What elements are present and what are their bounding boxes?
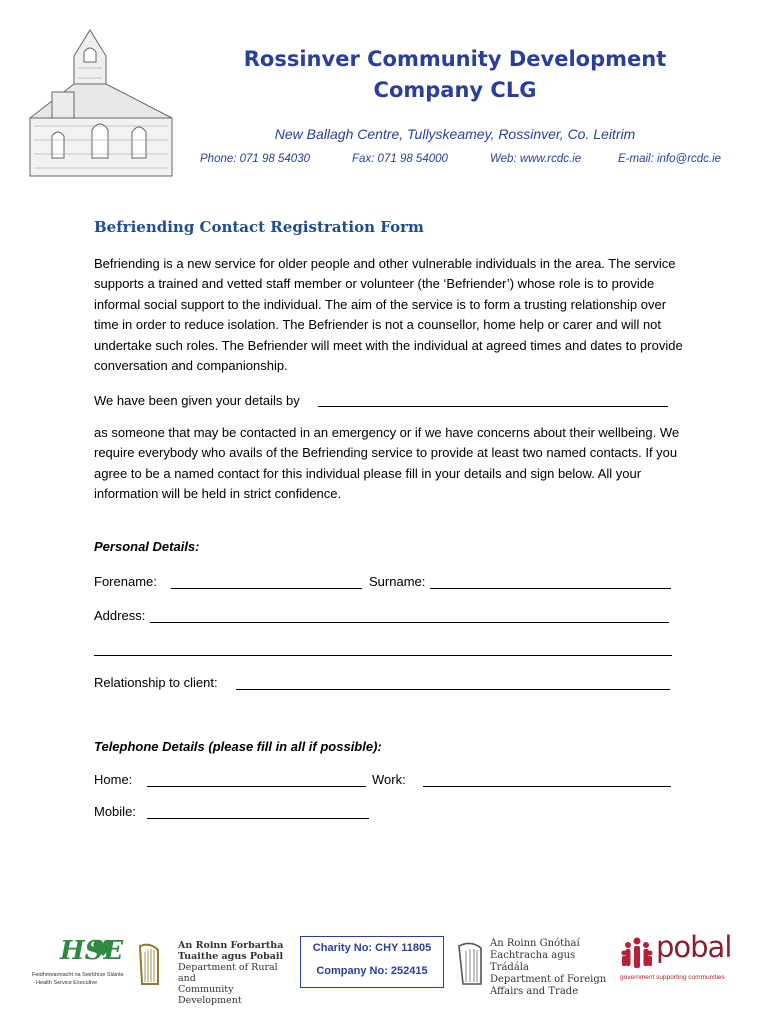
- personal-details-heading: Personal Details:: [94, 539, 200, 554]
- given-by-field[interactable]: [318, 406, 668, 407]
- relationship-label: Relationship to client:: [94, 675, 218, 690]
- organisation-address: New Ballagh Centre, Tullyskeamey, Rossinver, Co. Leitrim: [274, 126, 636, 142]
- address-field-line2[interactable]: [94, 655, 672, 656]
- email-address: E-mail: info@rcdc.ie: [618, 153, 722, 165]
- organisation-name: [200, 44, 710, 106]
- mobile-label: Mobile:: [94, 804, 136, 819]
- hse-logo-text: HSE: [60, 936, 124, 966]
- hse-logo: [32, 936, 124, 992]
- home-phone-field[interactable]: [147, 786, 366, 787]
- hse-sub-text-2: Health Service Executive: [36, 980, 98, 986]
- forename-label: Forename:: [94, 574, 157, 589]
- work-phone-field[interactable]: [423, 786, 671, 787]
- hse-sub-text-1: Feidhmeannacht na Seirbhíse Sláinte: [32, 972, 124, 978]
- phone-number: Phone: 071 98 54030: [200, 153, 310, 165]
- dept-rural-line: An Roinn Forbartha: [178, 940, 284, 951]
- telephone-details-heading: Telephone Details (please fill in all if possible):: [94, 739, 382, 754]
- address-label: Address:: [94, 608, 146, 623]
- harp-crest-icon: [456, 940, 486, 988]
- harp-emblem-icon: [136, 942, 162, 988]
- intro-paragraph: Befriending is a new service for older people and other vulnerable individuals in the area. The service supports a trained and vetted staff member or volunteer (the ‘Befriender’) whose role is to provide informal social support to the individual. The aim of the service is to form a trusting relationship over time in order to reduce isolation. The Befriender is not a counsellor, home help or carer and will not undertake such roles. The Befriender will meet with the individual at agreed times and dates to provide conversation and companionship.: [94, 256, 683, 374]
- dept-foreign-line: Department of Foreign: [490, 974, 607, 985]
- church-sketch-image: [22, 18, 182, 178]
- address-field-line1[interactable]: [150, 622, 669, 623]
- work-label: Work:: [372, 772, 406, 787]
- pobal-people-icon: [620, 936, 654, 972]
- dept-foreign-line: Affairs and Trade: [490, 986, 579, 997]
- charity-number: Charity No: CHY 11805: [312, 942, 432, 954]
- dept-foreign-logo-text: [490, 938, 614, 998]
- dept-foreign-line: Eachtracha agus Trádála: [490, 950, 576, 973]
- organisation-name-line2: Company CLG: [373, 78, 537, 102]
- charity-info-box: [300, 936, 444, 988]
- pobal-logo-text: pobal: [656, 930, 732, 964]
- pobal-tagline: government supporting communities: [620, 974, 725, 981]
- mobile-phone-field[interactable]: [147, 818, 369, 819]
- explanation-paragraph: as someone that may be contacted in an emergency or if we have concerns about their wellbeing. We require everybody who avails of the Befriending service to provide at least two named contacts. If you agree to be a named contact for this individual please fill in your details and sign below. All your information will be held in strict confidence.: [94, 425, 680, 502]
- home-label: Home:: [94, 772, 133, 787]
- given-by-label: We have been given your details by: [94, 393, 300, 408]
- company-number: Company No: 252415: [316, 965, 428, 977]
- dept-rural-line: Department of Rural and: [178, 962, 278, 984]
- relationship-field[interactable]: [236, 689, 670, 690]
- pobal-logo: [620, 930, 742, 990]
- forename-field[interactable]: [171, 588, 362, 589]
- dept-rural-line: Tuaithe agus Pobail: [178, 951, 284, 962]
- dept-rural-line: Community Development: [178, 984, 242, 1006]
- fax-number: Fax: 071 98 54000: [352, 153, 448, 165]
- dept-rural-logo-text: [178, 940, 296, 1006]
- dept-foreign-line: An Roinn Gnóthaí: [490, 938, 580, 949]
- given-by-row: [94, 391, 300, 411]
- form-title: Befriending Contact Registration Form: [94, 218, 424, 236]
- surname-label: Surname:: [369, 574, 426, 589]
- surname-field[interactable]: [430, 588, 671, 589]
- website: Web: www.rcdc.ie: [490, 153, 582, 165]
- organisation-name-line1: Rossinver Community Development: [243, 47, 667, 71]
